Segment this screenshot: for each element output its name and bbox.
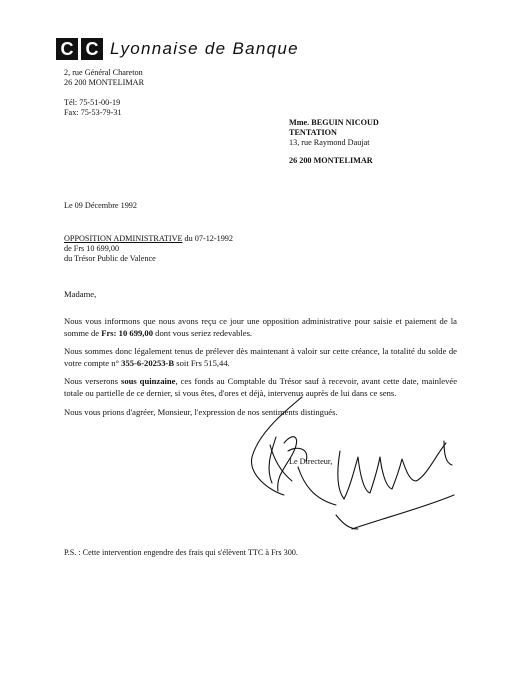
paragraph-text: soit Frs 515,44. xyxy=(174,358,230,368)
closing-paragraph: Nous vous prions d'agréer, Monsieur, l'expression de nos sentiments distingués. xyxy=(64,407,338,417)
paragraph-text: Nous vous informons que nous avons reçu ce jour une opposition administrative pour saisie et paiement de la somme de xyxy=(64,316,457,338)
paragraph-text: dont vous seriez redevables. xyxy=(153,328,253,338)
paragraph-emphasis: sous quinzaine xyxy=(120,376,176,386)
subject-source: du Trésor Public de Valence xyxy=(64,254,156,263)
salutation: Madame, xyxy=(64,289,97,299)
subject-amount: de Frs 10 699,00 xyxy=(64,244,120,253)
sender-city: 26 200 MONTELIMAR xyxy=(64,78,145,87)
body-paragraph xyxy=(64,345,457,369)
logo-letter-box: C xyxy=(56,38,78,60)
subject-line xyxy=(64,234,233,244)
company-logo xyxy=(56,38,299,62)
sender-street: 2, rue Général Chareton xyxy=(64,68,143,77)
sender-fax: Fax: 75-53-79-31 xyxy=(64,108,122,117)
recipient-street: 13, rue Raymond Daujat xyxy=(289,138,370,147)
body-paragraph xyxy=(64,315,457,339)
signatory-title: Le Directeur, xyxy=(289,457,333,466)
company-name: Lyonnaise de Banque xyxy=(110,39,299,58)
subject-title: OPPOSITION ADMINISTRATIVE xyxy=(64,234,183,243)
subject-block xyxy=(64,234,233,264)
sender-phone: Tél: 75-51-00-19 xyxy=(64,98,121,107)
paragraph-amount: Frs: 10 699,00 xyxy=(101,328,154,338)
recipient-name: Mme. BEGUIN NICOUD xyxy=(289,118,379,127)
subject-title-suffix: du 07-12-1992 xyxy=(182,234,233,243)
sender-address xyxy=(64,68,144,88)
recipient-block xyxy=(289,118,379,166)
paragraph-text: Nous sommes donc légalement tenus de prélever dès maintenant à valoir sur cette créance, la totalité du solde de votre compte n° xyxy=(64,346,457,368)
account-number: 355-6-20253-B xyxy=(121,358,175,368)
handwritten-signature xyxy=(240,395,460,545)
paragraph-text: Nous verserons xyxy=(64,376,121,386)
postscript: P.S. : Cette intervention engendre des frais qui s'élèvent TTC à Frs 300. xyxy=(64,548,298,557)
logo-letter-box: C xyxy=(81,38,103,60)
sender-contacts xyxy=(64,98,122,118)
recipient-company: TENTATION xyxy=(289,128,337,137)
recipient-city: 26 200 MONTELIMAR xyxy=(289,156,373,165)
letter-date: Le 09 Décembre 1992 xyxy=(64,201,137,210)
paragraph-text: , ces fonds au Comptable du Trésor sauf à recevoir, avant cette date, mainlevée totale ou partielle de ce dernier, si vous êtes, d'ores et déjà, intervenus auprès de lui dans ce sens. xyxy=(64,376,458,398)
